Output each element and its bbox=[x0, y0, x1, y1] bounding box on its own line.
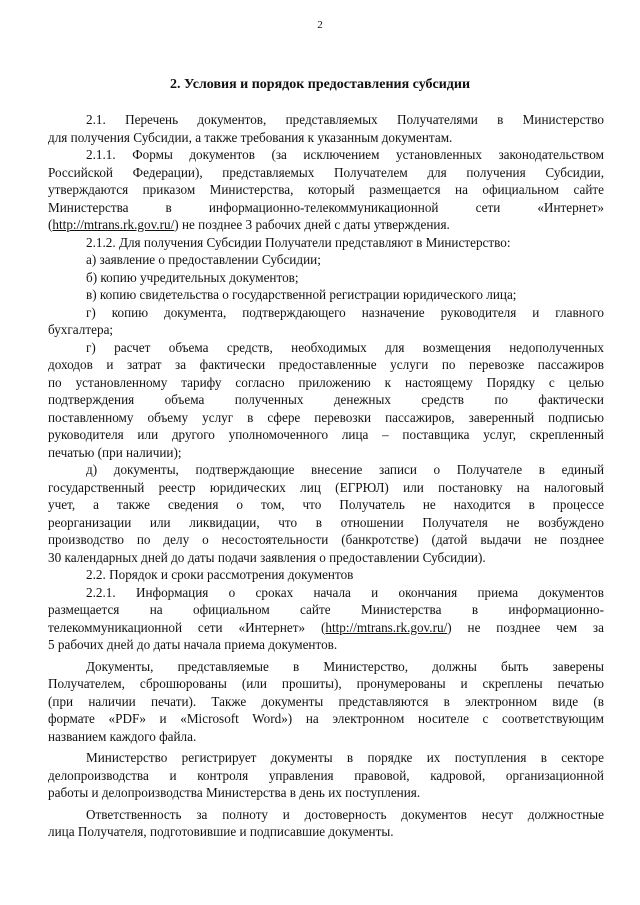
text-line: в) копию свидетельства о государственной регистрации юридического лица; bbox=[86, 287, 517, 302]
text-line: 30 календарных дней до даты подачи заявления о предоставлении Субсидии). bbox=[48, 549, 486, 565]
paragraph-p-a bbox=[48, 251, 604, 269]
text-line: названием каждого файла. bbox=[48, 728, 197, 744]
section-heading: 2. Условия и порядок предоставления субсидии bbox=[169, 77, 471, 92]
text-line: поставленному объему услуг в сфере перевозки пассажиров, заверенный подписью bbox=[48, 409, 604, 425]
text-line: б) копию учредительных документов; bbox=[86, 269, 299, 285]
website-link[interactable]: http://mtrans.rk.gov.ru/ bbox=[325, 619, 448, 635]
paragraph-p-g1 bbox=[48, 304, 604, 339]
text-line: реорганизации или ликвидации, что в отношении Получателя не возбуждено bbox=[48, 514, 604, 530]
text-line: Российской Федерации), представляемых Получателем для получения Субсидии, bbox=[48, 164, 604, 180]
text-line: г) копию документа, подтверждающего назначение руководителя и главного bbox=[86, 304, 604, 320]
text-line: 2.1.1. Формы документов (за исключением установленных законодательством bbox=[86, 147, 604, 162]
text-line: утверждаются приказом Министерства, который размещается на официальном сайте bbox=[48, 182, 604, 197]
text-line: государственный реестр юридических лиц (ЕГРЮЛ) или постановку на налоговый bbox=[48, 479, 604, 495]
text-line: бухгалтера; bbox=[48, 322, 114, 337]
paragraph-p-2-2 bbox=[48, 566, 604, 584]
text-line: печатью (при наличии); bbox=[48, 444, 182, 460]
text-line: д) документы, подтверждающие внесение записи о Получателе в единый bbox=[86, 462, 604, 477]
text-line: Получателем, сброшюрованы (или прошиты), пронумерованы и скреплены печатью bbox=[48, 676, 604, 691]
page-number: 2 bbox=[317, 19, 323, 31]
document-body bbox=[48, 111, 604, 841]
text-line: производство по делу о несостоятельности (банкротстве) (датой выдачи не позднее bbox=[48, 532, 604, 547]
text-line: руководителя или другого уполномоченного лица – поставщика услуг, скрепленный bbox=[48, 427, 604, 442]
paragraph-p-b bbox=[48, 269, 604, 287]
text-line: Министерство регистрирует документы в порядке их поступления в секторе bbox=[86, 750, 604, 765]
text-line: г) расчет объема средств, необходимых для возмещения недополученных bbox=[86, 339, 604, 355]
paragraph-p-d bbox=[48, 461, 604, 566]
text-line: формате «PDF» и «Microsoft Word») на электронном носителе с соответствующим bbox=[48, 711, 604, 726]
text-line: 2.2. Порядок и сроки рассмотрения документов bbox=[86, 567, 354, 582]
text-line: 2.1.2. Для получения Субсидии Получатели представляют в Министерство: bbox=[86, 234, 511, 250]
text-line: делопроизводства и контроля управления правовой, кадровой, организационной bbox=[48, 767, 604, 783]
text-line: для получения Субсидии, а также требования к указанным документам. bbox=[48, 129, 453, 145]
line-text: телекоммуникационной сети «Интернет» ( bbox=[48, 619, 326, 635]
paragraph-p-reg bbox=[48, 749, 604, 802]
paragraph-p-v bbox=[48, 286, 604, 304]
paragraph-p-2-1 bbox=[48, 111, 604, 146]
text-line: размещается на официальном сайте Министерства в информационно- bbox=[48, 602, 604, 617]
text-line: 2.2.1. Информация о сроках начала и окончания приема документов bbox=[86, 584, 604, 600]
line-text: ) не позднее чем за bbox=[447, 619, 604, 635]
text-line: учет, а также сведения о том, что Получатель не находится в процессе bbox=[48, 497, 604, 512]
text-line: Документы, представляемые в Министерство, должны быть заверены bbox=[86, 658, 604, 674]
website-link[interactable]: http://mtrans.rk.gov.ru/ bbox=[52, 217, 175, 232]
line-text: ( bbox=[48, 217, 53, 232]
text-line: доходов и затрат за фактически предоставленные услуги по перевозке пассажиров bbox=[48, 357, 604, 372]
text-line: работы и делопроизводства Министерства в день их поступления. bbox=[48, 785, 421, 800]
paragraph-p-2-1-2 bbox=[48, 234, 604, 252]
paragraph-p-g2 bbox=[48, 339, 604, 462]
text-line: Ответственность за полноту и достоверность документов несут должностные bbox=[86, 806, 604, 822]
text-line: 5 рабочих дней до даты начала приема документов. bbox=[48, 637, 338, 652]
paragraph-p-resp bbox=[48, 806, 604, 841]
line-text: ) не позднее 3 рабочих дней с даты утверждения. bbox=[174, 217, 450, 232]
text-line: подтверждения объема полученных денежных средств по фактически bbox=[48, 392, 604, 407]
text-line bbox=[48, 619, 604, 637]
text-line: а) заявление о предоставлении Субсидии; bbox=[86, 252, 321, 267]
paragraph-p-2-2-1 bbox=[48, 584, 604, 654]
paragraph-p-2-1-1 bbox=[48, 146, 604, 234]
text-line: лица Получателя, подготовившие и подписавшие документы. bbox=[48, 824, 394, 839]
paragraph-p-docs bbox=[48, 658, 604, 746]
text-line: (при наличии печати). Также документы представляются в электронном виде (в bbox=[48, 693, 604, 709]
text-line bbox=[48, 216, 604, 234]
text-line: по установленному тарифу согласно приложению к настоящему Порядку с целью bbox=[48, 374, 604, 390]
text-line: 2.1. Перечень документов, представляемых Получателями в Министерство bbox=[86, 112, 604, 127]
text-line: Министерства в информационно-телекоммуникационной сети «Интернет» bbox=[48, 199, 604, 215]
